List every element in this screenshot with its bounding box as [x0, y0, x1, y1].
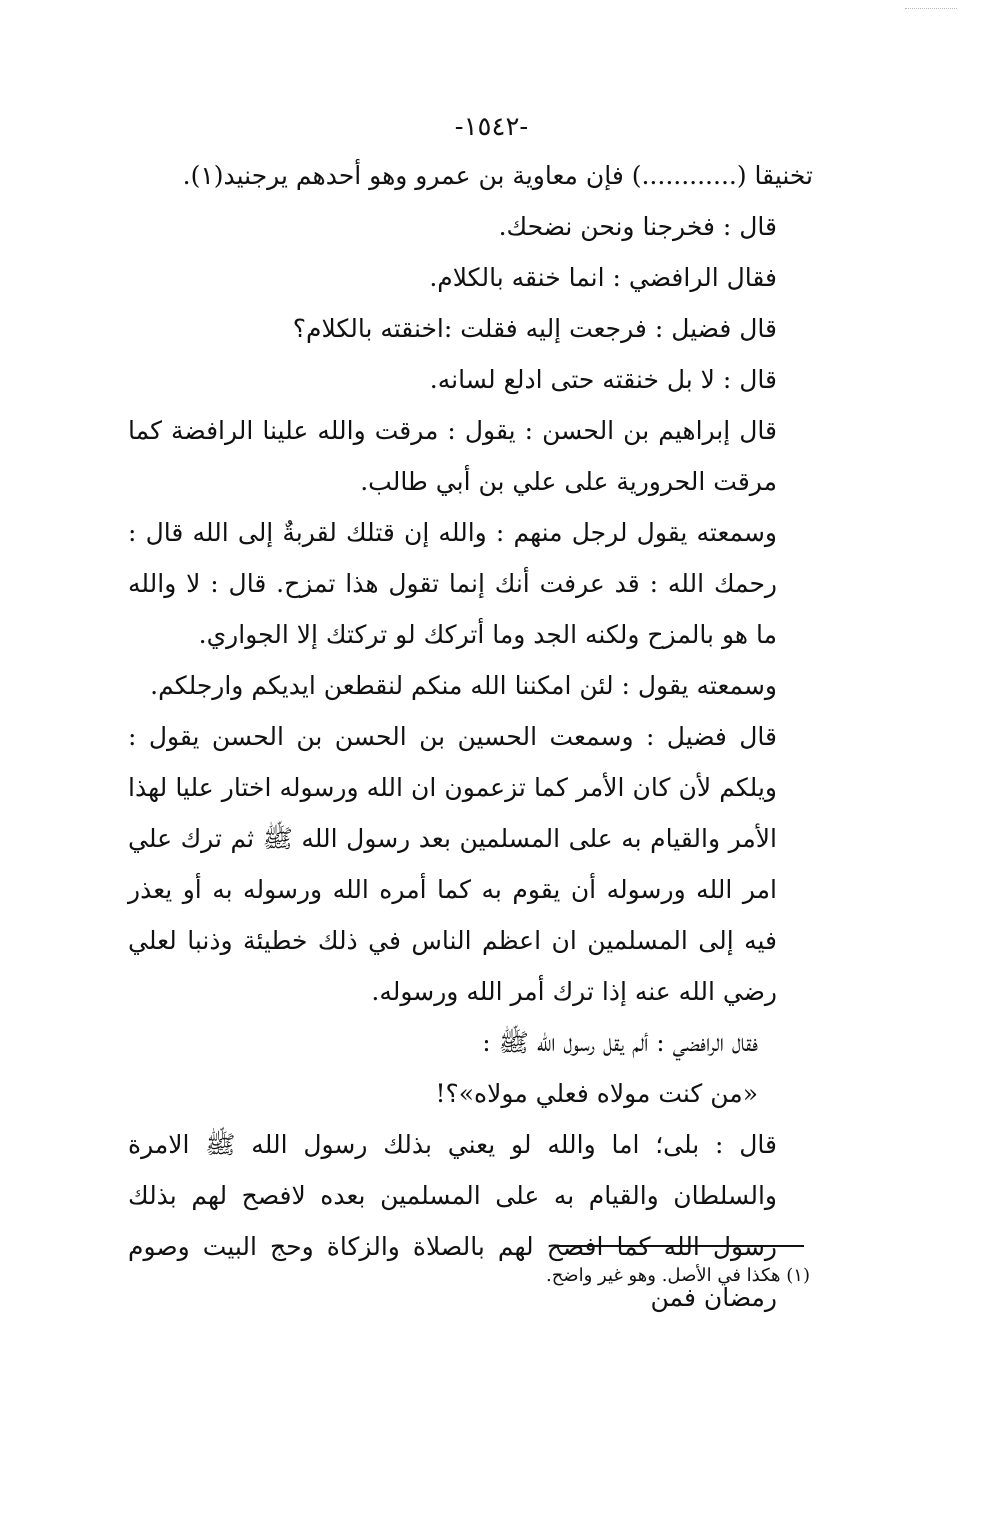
scan-edge-mark [905, 8, 957, 9]
paragraph: قال : لا بل خنقته حتى ادلع لسانه. [429, 365, 777, 394]
footnote-divider [558, 1245, 804, 1247]
paragraph: قال فضيل : فرجعت إليه فقلت :اخنقته بالكلام؟ [292, 314, 777, 343]
paragraph: تخنيقا (............) فإن معاوية بن عمرو وهو أحدهم يرجنيد(١). [182, 161, 813, 190]
paragraph: «من كنت مولاه فعلي مولاه»؟! [435, 1079, 758, 1108]
paragraph: فقال الرافضي : انما خنقه بالكلام. [429, 263, 777, 292]
paragraph: قال : بلى؛ اما والله لو يعني بذلك رسول الله ﷺ الامرة والسلطان والقيام به على المسلمين بعده لافصح لهم بذلك رسول الله كما افصح لهم بالصلاة والزكاة وحج البيت وصوم رمضان فمن [128, 1130, 777, 1312]
paragraph: قال فضيل : وسمعت الحسين بن الحسن بن الحسن يقول : ويلكم لأن كان الأمر كما تزعمون ان الله ورسوله اختار عليا لهذا الأمر والقيام به على المسلمين بعد رسول الله ﷺ ثم ترك علي امر الله ورسوله أن يقوم به كما أمره الله ورسوله به أو يعذر فيه إلى المسلمين ان اعظم الناس في ذلك خطيئة وذنبا لعلي رضي الله عنه إذا ترك أمر الله ورسوله. [128, 722, 777, 1006]
paragraph: وسمعته يقول : لئن امكننا الله منكم لنقطعن ايديكم وارجلكم. [150, 671, 777, 700]
paragraph: فقال الرافضي : ألم يقل رسول الله ﷺ : [482, 1028, 758, 1057]
paragraph: وسمعته يقول لرجل منهم : والله إن قتلك لقربةٌ إلى الله قال : رحمك الله : قد عرفت أنك إنما تقول هذا تمزح. قال : لا والله ما هو بالمزح ولكنه الجد وما أتركك لو تركتك إلا الجواري. [128, 518, 777, 649]
paragraph: قال إبراهيم بن الحسن : يقول : مرقت والله علينا الرافضة كما مرقت الحرورية على علي بن أبي طالب. [128, 416, 777, 496]
body-text [128, 150, 813, 1323]
page-number: -١٥٤٢- [454, 112, 529, 142]
paragraph: قال : فخرجنا ونحن نضحك. [498, 212, 777, 241]
footnote: (١) هكذا في الأصل. وهو غير واضح. [545, 1265, 810, 1286]
